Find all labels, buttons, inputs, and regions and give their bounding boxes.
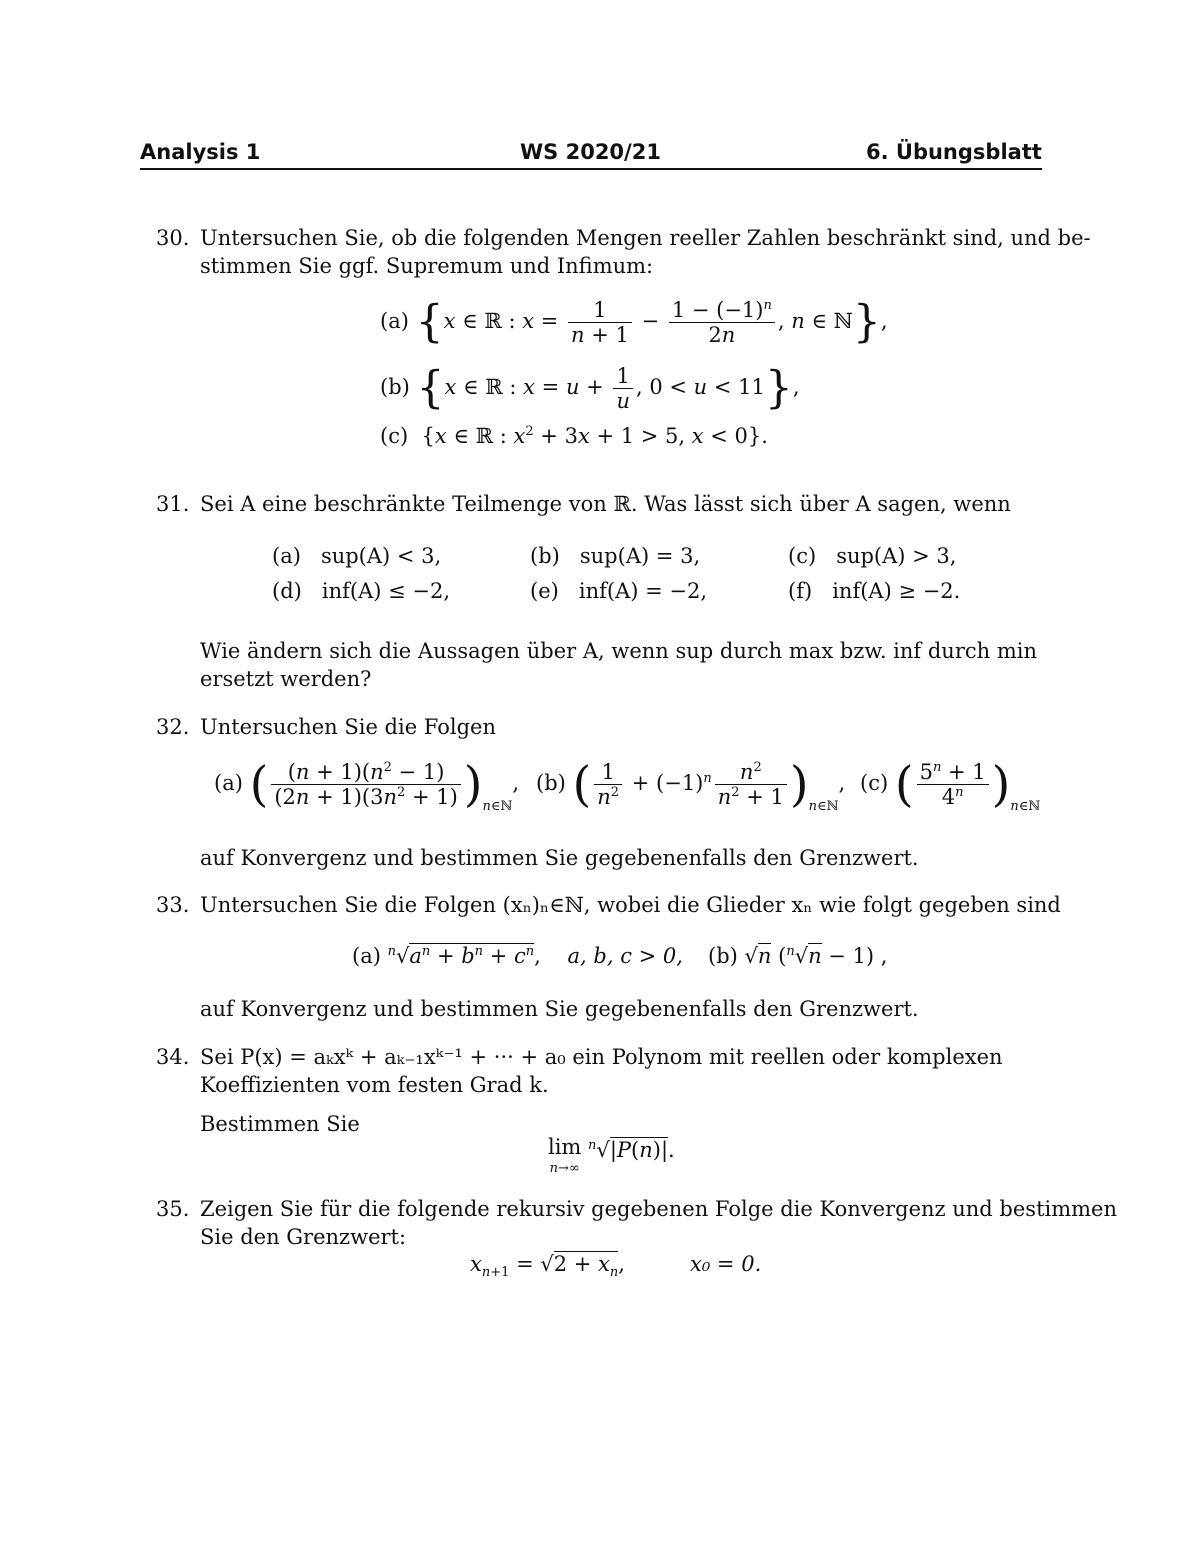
problem-32-label-c: (c) [860, 771, 889, 795]
problem-31-item-c: (c) sup(A) > 3, [788, 544, 957, 568]
problem-30-line1: Untersuchen Sie, ob die folgenden Mengen reeller Zahlen beschränkt sind, und be- [200, 226, 1091, 250]
problem-35-initial: x₀ = 0. [690, 1252, 762, 1276]
problem-33-seq-a: (a) $^n√a^n + b^n + c^n$, a, b, c > 0, [352, 944, 683, 968]
problem-33-label-b: (b) [708, 944, 738, 968]
problem-34-number: 34. [156, 1045, 190, 1069]
problem-35-line2: Sie den Grenzwert: [200, 1225, 407, 1249]
problem-32-line1: Untersuchen Sie die Folgen [200, 715, 496, 739]
problem-32-seq-a: (a) ( $\frac{(n + 1)(n^2 - 1)}{(2n + 1)(3n^2 + 1)}$ )$_{n\in ℕ}$, [214, 756, 520, 814]
problem-34-limit: lim n→∞ $^n$√|P(n)|. [548, 1135, 675, 1176]
problem-35-line1: Zeigen Sie für die folgende rekursiv gegebenen Folge die Konvergenz und bestimmen [200, 1197, 1118, 1221]
header-rule [140, 168, 1042, 170]
problem-33-after: auf Konvergenz und bestimmen Sie gegebenenfalls den Grenzwert. [200, 997, 919, 1021]
problem-30-set-b: (b) {x ∈ ℝ : x = u + $\frac{1}{u}$ , 0 < u < 11}, [380, 362, 800, 414]
problem-33-label-a: (a) [352, 944, 381, 968]
problem-32-label-a: (a) [214, 771, 243, 795]
problem-32-number: 32. [156, 715, 190, 739]
problem-30-label-c: (c) [380, 424, 409, 448]
problem-30-label-b: (b) [380, 375, 410, 399]
problem-31-item-b: (b) sup(A) = 3, [530, 544, 701, 568]
problem-31-after2: ersetzt werden? [200, 667, 372, 691]
problem-33-seq-b: (b) √n ($^n$√n − 1) , [708, 944, 888, 968]
problem-34-line3: Bestimmen Sie [200, 1112, 360, 1136]
problem-31-after1: Wie ändern sich die Aussagen über A, wenn sup durch max bzw. inf durch min [200, 639, 1037, 663]
problem-31-item-a: (a) sup(A) < 3, [272, 544, 442, 568]
problem-30-label-a: (a) [380, 309, 409, 333]
problem-34-line2: Koeffizienten vom festen Grad k. [200, 1073, 549, 1097]
problem-33-number: 33. [156, 893, 190, 917]
problem-31-item-d: (d) inf(A) ≤ −2, [272, 579, 451, 603]
problem-31-line1: Sei A eine beschränkte Teilmenge von ℝ. Was lässt sich über A sagen, wenn [200, 492, 1011, 516]
problem-33-line1: Untersuchen Sie die Folgen (xₙ)ₙ∈ℕ, wobei die Glieder xₙ wie folgt gegeben sind [200, 893, 1061, 917]
problem-33-condition: a, b, c > 0, [567, 944, 683, 968]
problem-35-recursion: $x_{n+1} = √2 + x_n$, [470, 1252, 625, 1281]
problem-30-line2: stimmen Sie ggf. Supremum und Infimum: [200, 254, 654, 278]
problem-31-item-e: (e) inf(A) = −2, [530, 579, 708, 603]
problem-31-number: 31. [156, 492, 190, 516]
header-course: Analysis 1 [140, 140, 261, 164]
problem-32-label-b: (b) [536, 771, 566, 795]
problem-32-seq-c: (c) ( $\frac{5^n + 1}{4^n}$ )$_{n\in ℕ}$ [860, 756, 1041, 814]
problem-30-number: 30. [156, 226, 190, 250]
problem-30-set-c: (c) {x ∈ ℝ : $x^2 + 3x + 1 > 5$, x < 0}. [380, 424, 768, 448]
problem-30-set-a: (a) {x ∈ ℝ : x = $\frac{1}{n + 1}$ − $\frac{1 - (-1)^n}{2n}$ , n ∈ ℕ}, [380, 296, 888, 348]
problem-31-item-f: (f) inf(A) ≥ −2. [788, 579, 961, 603]
header-sheet: 6. Übungsblatt [866, 140, 1042, 164]
problem-34-line1: Sei P(x) = aₖxᵏ + aₖ₋₁xᵏ⁻¹ + ··· + a₀ ein Polynom mit reellen oder komplexen [200, 1045, 1003, 1069]
problem-35-number: 35. [156, 1197, 190, 1221]
header-semester: WS 2020/21 [520, 140, 661, 164]
problem-32-after: auf Konvergenz und bestimmen Sie gegebenenfalls den Grenzwert. [200, 846, 919, 870]
problem-32-seq-b: (b) ( $\frac{1}{n^2}$ + $(-1)^n$ $\frac{n^2}{n^2 + 1}$ )$_{n\in ℕ}$, [536, 756, 846, 814]
